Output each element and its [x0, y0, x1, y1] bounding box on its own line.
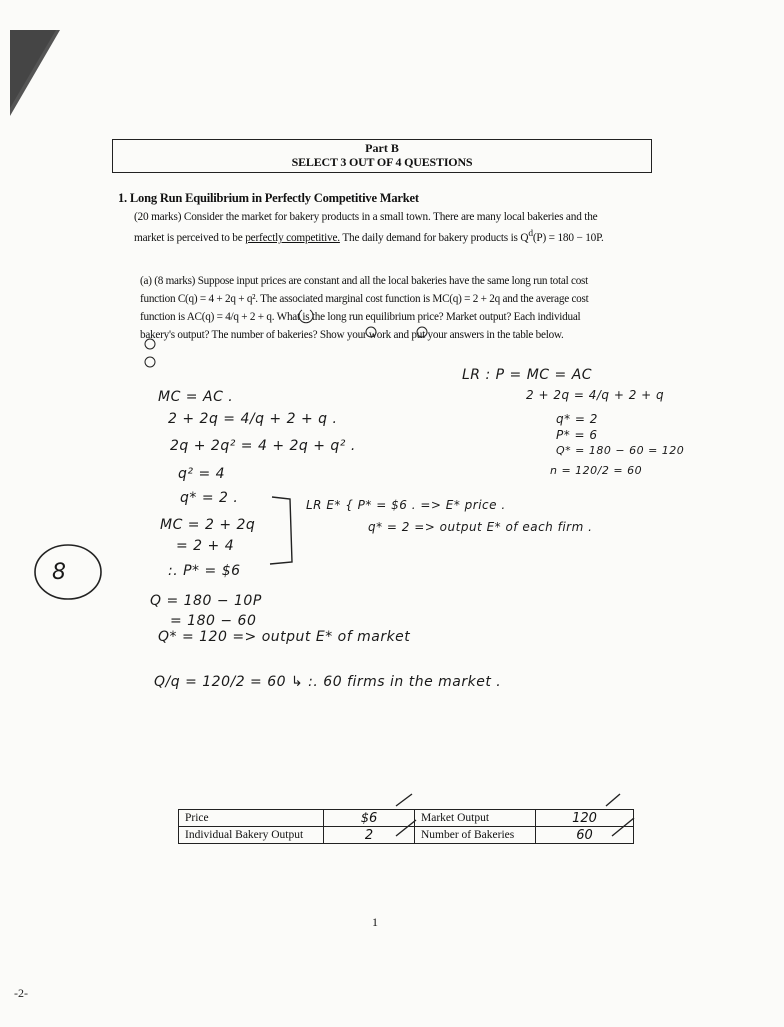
hw-firms: Q/q = 120/2 = 60 ↳ :. 60 firms in the market .	[154, 674, 502, 690]
part-a-q3: Each individual bakery's output?	[140, 311, 581, 341]
table-row	[179, 810, 634, 827]
c-circle-mark	[299, 310, 313, 323]
hw-mc-ac: MC = AC .	[158, 389, 234, 405]
hw-step-3: q² = 4	[178, 466, 226, 482]
hw-market-q: Q* = 180 − 60 = 120	[556, 444, 685, 457]
table-row	[179, 827, 634, 844]
page-number: 1	[372, 915, 378, 929]
answer-table	[178, 809, 634, 844]
intro-text-2: The daily demand for bakery products is Q	[342, 231, 529, 244]
part-a-q4: The number of bakeries? Show your work and put your answers in the table below.	[211, 329, 564, 341]
q2-circle-mark	[366, 327, 376, 337]
table-cell: Number of Bakeries	[415, 827, 536, 844]
table-cell: 60	[536, 827, 634, 844]
table-cell: 120	[536, 810, 634, 827]
part-a-text: Suppose input prices are constant and all the local bakeries have the same long run total cost function C(q) = 4 + 2q + q². The associated marginal cost function is MC(q) = 2 + 2q and the average cost function is AC(q) = 4/q + 2 + q.	[140, 275, 589, 323]
hw-step-7: :. P* = $6	[168, 563, 241, 579]
part-instruction: SELECT 3 OUT OF 4 QUESTIONS	[291, 155, 473, 169]
hw-bracket-output: q* = 2 => output E* of each firm .	[368, 520, 593, 534]
hw-market-3: Q* = 120 => output E* of market	[158, 629, 411, 645]
part-a-marks: (8 marks)	[154, 275, 196, 287]
hw-step-6: = 2 + 4	[176, 538, 235, 554]
intro-marks: (20 marks)	[134, 211, 182, 223]
hw-step-5: MC = 2 + 2q	[160, 517, 256, 533]
page-footer: -2-	[14, 986, 28, 1000]
part-a-label: (a)	[140, 275, 152, 287]
hw-market-2: = 180 − 60	[170, 613, 257, 629]
hw-n-firms: n = 120/2 = 60	[550, 464, 643, 477]
score-mark: 8	[52, 560, 67, 585]
hw-step-1: 2 + 2q = 4/q + 2 + q .	[168, 411, 338, 427]
table-cell: 2	[324, 827, 415, 844]
question-title: 1. Long Run Equilibrium in Perfectly Competitive Market	[118, 191, 419, 205]
tick-1	[396, 794, 412, 806]
table-cell: Market Output	[415, 810, 536, 827]
intro-text-3: (P) = 180 − 10P.	[532, 231, 604, 244]
tick-3	[606, 794, 620, 806]
hw-step-2: 2q + 2q² = 4 + 2q + q² .	[170, 438, 356, 454]
hw-equation: 2 + 2q = 4/q + 2 + q	[526, 388, 665, 402]
hw-market-1: Q = 180 − 10P	[150, 593, 262, 609]
intro-sup: d	[528, 229, 533, 239]
part-a-q2: Market output?	[445, 311, 512, 323]
table-cell: Price	[179, 810, 324, 827]
table-cell: $6	[324, 810, 415, 827]
hw-lr-condition: LR : P = MC = AC	[462, 367, 593, 383]
hw-bracket-price: LR E* { P* = $6 . => E* price .	[306, 498, 506, 512]
q1-circle-mark	[145, 339, 155, 349]
hw-q-star: q* = 2	[556, 412, 598, 426]
hw-step-4: q* = 2 .	[180, 490, 239, 506]
part-a-q1: What is the long run equilibrium price?	[276, 311, 444, 323]
part-title: Part B	[365, 141, 399, 155]
q4-circle-mark	[145, 357, 155, 367]
score-circle	[35, 545, 101, 599]
table-cell: Individual Bakery Output	[179, 827, 324, 844]
q3-circle-mark	[417, 327, 427, 337]
intro-underlined: perfectly competitive.	[245, 231, 340, 244]
hw-p-star: P* = 6	[556, 428, 598, 442]
intro-text-1: Consider the market for bakery products in a small town. There are many local bakeries and the market is perceived to be	[134, 211, 598, 244]
right-bracket	[270, 497, 292, 564]
